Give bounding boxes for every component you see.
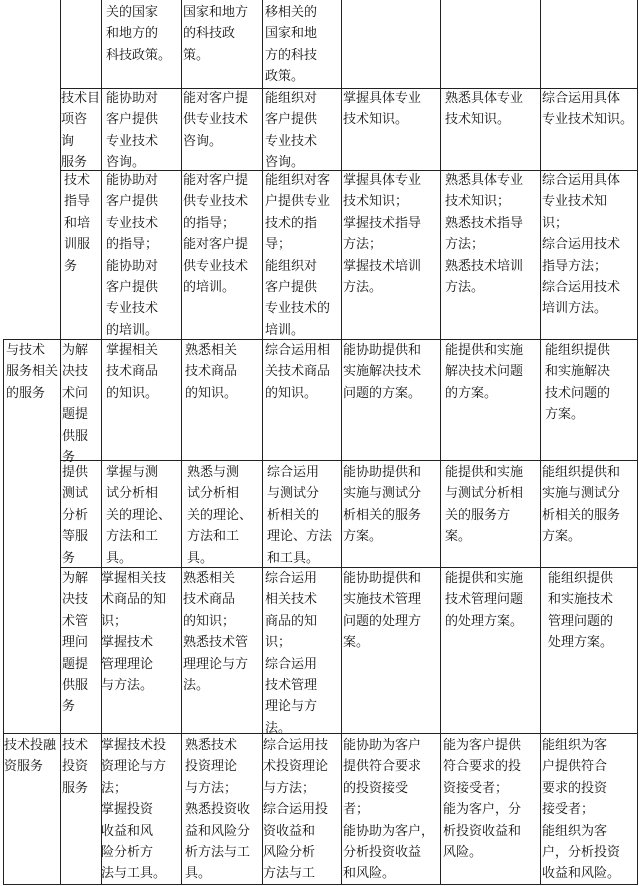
column-divider	[341, 0, 342, 885]
level-1-cell: 掌握与测 试分析相 关的理论、 方法和工 具。	[106, 465, 172, 566]
level-3-cell: 综合运用技 术投资理论 与方法； 综合运用投 资收益和 风险分析 方法与工	[263, 738, 329, 882]
level-4-cell: 掌握具体专业 技术知识； 掌握技术指导 方法； 掌握技术培训 方法。	[343, 173, 422, 296]
level-5-cell: 能提供和实施 与测试分析相 关的服务方 案。	[445, 465, 524, 545]
level-6-cell: 综合运用具体 专业技术知识。	[542, 91, 634, 128]
level-3-cell: 移相关的 国家和地 方的科技 政策。	[265, 5, 318, 85]
level-6-cell: 能组织提供和 实施与测试分 析相关的服务 方案。	[542, 465, 621, 545]
level-1-cell: 关的国家 和地方的 科技政策。	[106, 5, 172, 63]
category-cell: 技术投融 资服务	[4, 738, 57, 775]
level-1-cell: 掌握相关技 术商品的知 识； 掌握技术 管理理论 与方法。	[101, 571, 167, 694]
level-4-cell: 能协助提供和 实施与测试分 析相关的服务 方案。	[343, 465, 422, 545]
sub-item-cell: 为解 决技 术管 理问 题提 供服 务	[62, 571, 89, 715]
column-divider	[181, 0, 182, 885]
level-6-cell: 能组织提供 和实施解决 技术问题的 方案。	[545, 343, 611, 423]
level-4-cell: 能协助提供和 实施技术管理 问题的处理方 案。	[343, 571, 422, 651]
level-1-cell: 掌握技术投 资理论与方 法； 掌握投资 收益和风 险分析方 法与工具。	[101, 738, 167, 882]
level-3-cell: 能组织对 客户提供 专业技术 咨询。	[265, 91, 318, 171]
column-divider	[440, 0, 441, 885]
level-2-cell: 能对客户提 供专业技术 咨询。	[183, 91, 249, 149]
level-6-cell: 能组织提供 和实施技术 管理问题的 处理方案。	[548, 571, 614, 651]
column-divider	[637, 0, 638, 885]
level-1-cell: 能协助对 客户提供 专业技术 的指导； 能协助对 客户提供 专业技术 的培训。	[106, 173, 159, 338]
level-4-cell: 掌握具体专业 技术知识。	[343, 91, 422, 128]
level-5-cell: 能提供和实施 解决技术问题 的方案。	[445, 343, 524, 401]
level-2-cell: 熟悉技术 投资理论 与方法； 熟悉投资收 益和风险分 析方法与工 具。	[185, 738, 251, 882]
level-5-cell: 能为客户提供 符合要求的投 资接受者； 能为客户，分 析投资收益和 风险。	[443, 738, 522, 861]
column-divider	[540, 0, 541, 885]
row-divider	[3, 733, 638, 734]
level-2-cell: 能对客户提 供专业技术 的指导； 能对客户提 供专业技术 的培训。	[183, 173, 249, 296]
level-2-cell: 熟悉相关 技术商品 的知识。	[185, 343, 238, 401]
level-3-cell: 综合运用 与测试分 析相关的 理论、方法 和工具。	[267, 465, 333, 566]
sub-item-cell: 为解 决技 术问 题提 供服 务	[62, 343, 89, 466]
level-1-cell: 掌握相关 技术商品 的知识。	[106, 343, 159, 401]
level-4-cell: 能协助为客户 提供符合要求 的投资接受 者； 能协助为客户， 分析投资收益 和风险。	[343, 738, 435, 882]
sub-item-cell: 提供 测试 分析 等服 务	[62, 465, 89, 566]
level-6-cell: 综合运用具体 专业技术知 识； 综合运用技术 指导方法； 综合运用技术 培训方法。	[542, 173, 621, 317]
row-divider	[60, 460, 638, 461]
level-3-cell: 综合运用 相关技术 商品的知 识； 综合运用 技术管理 理论与方 法。	[265, 571, 318, 736]
level-5-cell: 熟悉具体专业 技术知识； 熟悉技术指导 方法； 熟悉技术培训 方法。	[445, 173, 524, 296]
column-divider	[3, 339, 4, 885]
level-1-cell: 能协助对 客户提供 专业技术 咨询。	[106, 91, 159, 171]
level-2-cell: 熟悉相关 技术商品 的知识； 熟悉技术管 理理论与方 法。	[183, 571, 249, 694]
category-cell: 与技术 服务相关 的服务	[6, 343, 59, 401]
sub-item-cell: 技术目 项咨 询 服务	[61, 91, 101, 171]
level-3-cell: 综合运用相 关技术商品 的知识。	[265, 343, 331, 401]
level-2-cell: 国家和地方 的科技政 策。	[183, 5, 249, 63]
level-2-cell: 熟悉与测 试分析相 关的理论、 方法和工 具。	[187, 465, 253, 566]
level-6-cell: 能组织为客 户提供符合 要求的投资 接受者； 能组织为客 户，分析投资 收益和风险。	[542, 738, 621, 882]
level-4-cell: 能协助提供和 实施解决技术 问题的方案。	[343, 343, 422, 401]
level-5-cell: 熟悉具体专业 技术知识。	[445, 91, 524, 128]
sub-item-cell: 技术 投资 服务	[62, 738, 89, 796]
level-3-cell: 能组织对客 户提供专业 技术的指 导； 能组织对 客户提供 专业技术的 培训。	[265, 173, 331, 338]
sub-item-cell: 技术 指导 和培 训服 务	[64, 173, 91, 274]
level-5-cell: 能提供和实施 技术管理问题 的处理方案。	[445, 571, 524, 629]
